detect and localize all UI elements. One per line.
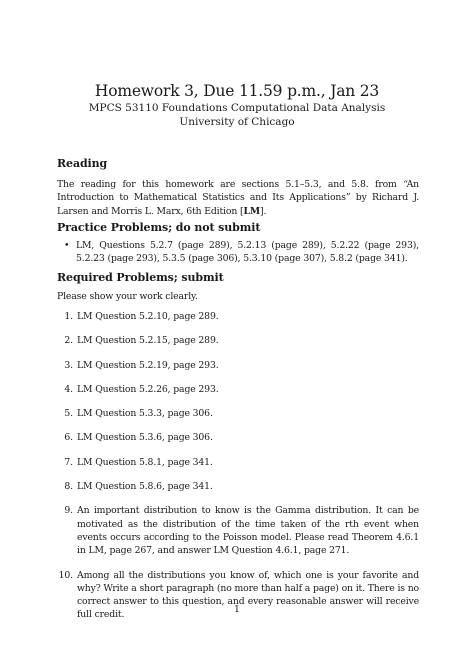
problem-number: 2. — [64, 335, 73, 347]
page-number: 1 — [234, 604, 240, 615]
problem-text: LM Question 5.8.6, page 341. — [77, 481, 213, 493]
problem-item — [57, 504, 419, 557]
problem-list — [57, 310, 419, 633]
problem-text: LM Question 5.8.1, page 341. — [77, 456, 213, 468]
bullet-icon: • — [64, 240, 70, 251]
problem-text: LM Question 5.2.26, page 293. — [77, 383, 219, 395]
practice-item-text: LM, Questions 5.2.7 (page 289), 5.2.13 (page 289), 5.2.22 (page 293), 5.2.23 (page 293), 5.3.5 (page 306), 5.3.10 (page 307), 5.8.2 (page 341). — [76, 240, 419, 265]
required-intro: Please show your work clearly. — [57, 291, 198, 302]
practice-heading: Practice Problems; do not submit — [57, 221, 261, 234]
problem-number: 8. — [64, 481, 73, 493]
problem-item — [57, 359, 419, 372]
problem-item — [57, 407, 419, 420]
problem-number: 6. — [64, 432, 73, 444]
problem-text: LM Question 5.2.15, page 289. — [77, 335, 219, 347]
required-heading: Required Problems; submit — [57, 271, 224, 284]
title-block — [0, 82, 474, 129]
problem-text: LM Question 5.2.19, page 293. — [77, 359, 219, 371]
problem-number: 4. — [64, 383, 73, 395]
problem-item — [57, 310, 419, 323]
reading-text-before: The reading for this homework are sections 5.1–5.3, and 5.8. from “An Introduction to Mathematical Statistics and Its Applications” by Richard J. Larsen and Morris L. Marx, 6th Edition [ — [57, 179, 419, 217]
problem-text: LM Question 5.3.3, page 306. — [77, 408, 213, 420]
problem-number: 10. — [58, 569, 73, 581]
problem-item — [57, 456, 419, 469]
problem-number: 1. — [64, 311, 73, 322]
page-title: Homework 3, Due 11.59 p.m., Jan 23 — [94, 82, 380, 100]
problem-item — [57, 383, 419, 396]
practice-list — [64, 239, 419, 266]
problem-item — [57, 431, 419, 444]
problem-text: An important distribution to know is the Gamma distribution. It can be motivated as the distribution of the time taken of the rth event when events occurs according to the Poisson model. Please read Theorem 4.6.1 in LM, page 267, and answer LM Question 4.6.1, page 271. — [77, 505, 419, 557]
problem-number: 3. — [64, 359, 73, 371]
problem-text: Among all the distributions you know of, which one is your favorite and why? Write a short paragraph (no more than half a page) on it. There is no correct answer to this question, and every reasonable answer will receive full credit. — [77, 569, 419, 621]
reading-paragraph — [57, 178, 419, 218]
problem-text: LM Question 5.2.10, page 289. — [77, 311, 219, 322]
problem-item — [57, 480, 419, 493]
problem-item — [57, 334, 419, 347]
institution-name: University of Chicago — [179, 116, 295, 128]
problem-number: 5. — [64, 408, 73, 420]
problem-number: 7. — [64, 456, 73, 468]
reading-heading: Reading — [57, 157, 108, 170]
course-name: MPCS 53110 Foundations Computational Data Analysis — [88, 102, 386, 114]
reading-text-bold: LM — [243, 205, 260, 217]
practice-item — [64, 239, 419, 266]
problem-number: 9. — [64, 505, 73, 517]
reading-text-after: ]. — [259, 205, 267, 217]
problem-text: LM Question 5.3.6, page 306. — [77, 432, 213, 444]
